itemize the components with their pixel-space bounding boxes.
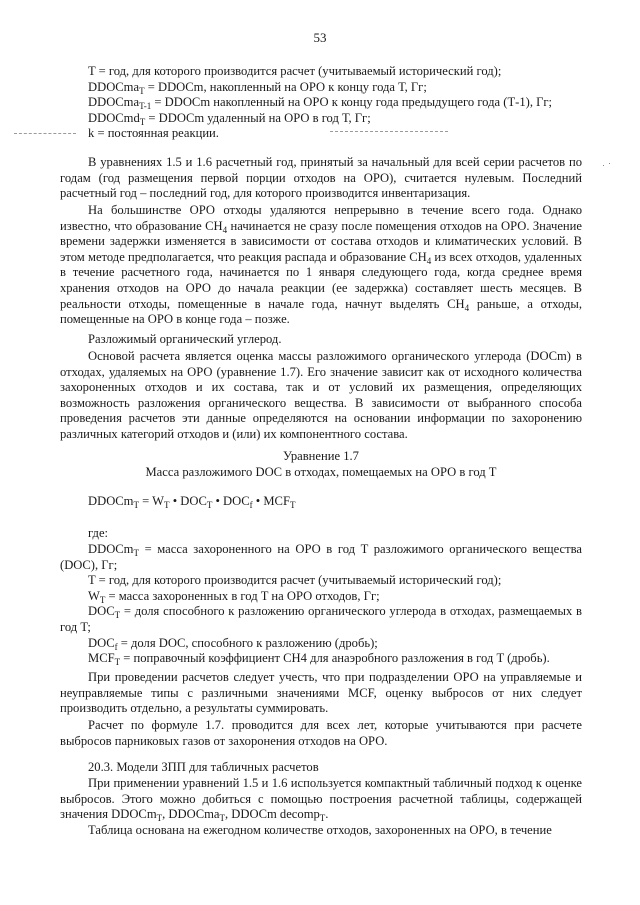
formula-1-7: DDOCm$_T$ = $W_T$ • $DOC_T$ • $DOC_f$ • $MCF_T$ [88, 494, 296, 510]
section-heading-20-3: 20.3. Модели ЗПП для табличных расчетов [88, 760, 319, 774]
paragraph-mcf-types: При проведении расчетов следует учесть, что при подразделении ОРО на управляемые и неуправляемые типы с различными значениями MCF, оценку выбросов от них следует производить отдельно, а результаты суммировать. [60, 670, 582, 716]
def-ddocmd-t: DDOCmd$_T$ = DDOCm удаленный на ОРО в год Т, Гг; [88, 110, 371, 127]
def-doc-t: $DOC_T$ = доля способного к разложению органического углерода в отходах, размещаемых в год T; [60, 604, 582, 634]
top-definitions [60, 64, 582, 142]
def-k: k = постоянная реакции. [88, 126, 219, 141]
scan-artifact-dash [330, 131, 448, 132]
def-year-t: T = год, для которого производится расчет (учитываемый исторический год); [88, 573, 502, 588]
def-doc-f: $DOC_f$ = доля DOC, способного к разложению (дробь); [88, 635, 378, 652]
def-w-t: $W_T$ = масса захороненных в год T на ОРО отходов, Гг; [88, 588, 380, 605]
scan-artifact-speck [603, 165, 604, 166]
equation-label: Уравнение 1.7 [283, 449, 359, 463]
paragraph-delay: На большинстве ОРО отходы удаляются непрерывно в течение всего года. Однако известно, что образование $CH_4$ начинается не сразу после помещения отходов на ОРО. Значение времени задержки изменяется в зависимости от состава отходов и климатических условий. В этом методе предполагается, что реакция распада и образование $CH_4$ из всех отходов, удаленных в течение расчетного года, начинается по 1 января следующего года, когда среднее время хранения отходов на ОРО до начала реакции (ее задержка) составляет шесть месяцев. В реальности отходы, помещенные в начале года, начнут выделять $CH_4$ раньше, а отходы, помещенные на ОРО в конце года – позже. [60, 203, 583, 327]
paragraph-table-basis: Таблица основана на ежегодном количестве отходов, захороненных на ОРО, в течение [88, 823, 552, 837]
paragraph-start-year: В уравнениях 1.5 и 1.6 расчетный год, принятый за начальный для всей серии расчетов по годам (год размещения первой порции отходов на ОРО), считается нулевым. Последний расчетный год – последний год, для которого производится инвентаризация. [60, 155, 582, 201]
formula-definitions [60, 542, 582, 667]
where-label: где: [88, 526, 109, 540]
page-number: 53 [313, 30, 327, 45]
scan-artifact-dash [14, 133, 76, 134]
def-ddocma-t: DDOCma$_T$ = DDOCm, накопленный на ОРО к концу года Т, Гг; [88, 79, 427, 96]
paragraph-doc-basis: Основой расчета является оценка массы разложимого органического углерода (DOCm) в отходах, удаляемых на ОРО (уравнение 1.7). Его значение зависит как от исходного количества захороненных отходов и их состава, так и от условий их размещения, определяющих возможность разложения органического вещества. В зависимости от выбранного способа проведения расчетов эти данные определяются на основании информации по захоронению различных категорий отходов и (или) их компонентного состава. [60, 349, 582, 441]
def-ddocma-t-1: DDOCma$_{T-1}$ = DDOCm накопленный на ОРО к концу года предыдущего года (Т-1), Гг; [88, 95, 553, 112]
scan-artifact-speck [609, 163, 610, 164]
def-t: T = год, для которого производится расчет (учитываемый исторический год); [88, 64, 502, 78]
heading-decomposable-carbon: Разложимый органический углерод. [88, 332, 282, 346]
paragraph-table-approach: При применении уравнений 1.5 и 1.6 используется компактный табличный подход к оценке выбросов. Этого можно добиться с помощью построения расчетной таблицы, содержащей значения DDOCm$_T$, DDOCma$_T$, DDOCm decomp$_T$. [60, 776, 582, 824]
def-ddocm-t: DDOCm$_T$ = масса захороненного на ОРО в год T разложимого органического вещества (DOC), Гг; [60, 542, 582, 572]
equation-title: Масса разложимого DOC в отходах, помещаемых на ОРО в год T [145, 465, 497, 479]
def-mcf-t: $MCF_T$ = поправочный коэффициент CH4 для анаэробного разложения в год T (дробь). [88, 651, 550, 668]
paragraph-all-years: Расчет по формуле 1.7. проводится для всех лет, которые учитываются при расчете выбросов парниковых газов от захоронения отходов на ОРО. [60, 718, 582, 748]
